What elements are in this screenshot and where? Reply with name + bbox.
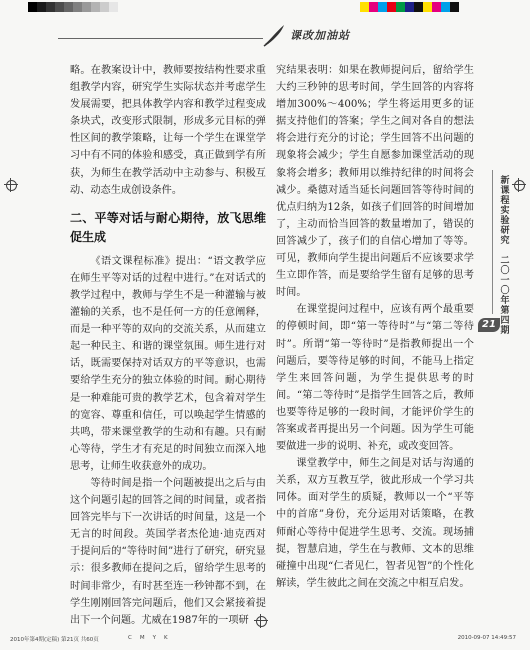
gray-swatch	[82, 2, 91, 12]
paragraph: 等待时间是指一个问题被提出之后与由这个问题引起的回答之间的时间量，或者指回答完毕与下一次讲话的时间量，这是一个无言的时间段。英国学者杰伦迪·迪克西对于提问后的“等待时间”进行了研究，研究显示：很多教师在提问之后，留给学生思考的时间非常少，有时甚至连一秒钟都不到，在学生刚刚回答完问题后，他们又会紧接着提出下一个问题。尤威在1987年的一项研	[70, 477, 266, 626]
right-column	[276, 62, 474, 592]
gray-swatch	[64, 2, 73, 12]
color-swatch	[405, 2, 414, 12]
header-title: 课改加油站	[290, 29, 350, 42]
page-number: 21	[478, 318, 500, 332]
gray-swatch	[100, 2, 109, 12]
side-divider	[492, 170, 493, 314]
gray-swatch	[73, 2, 82, 12]
paragraph: 课堂教学中，师生之间是对话与沟通的关系，双方互教互学，彼此形成一个学习共同体。面对学生的质疑，教师以一个“平等中的首席”身份，充分运用对话策略，在教师耐心等待中促进学生思考、交流。现场捕捉，智慧启迪，学生在与教师、文本的思维碰撞中出现“仁者见仁，智者见智”的个性化解读，学生彼此之间在交流之中相互启发。	[276, 458, 474, 589]
cmyk-k: K	[163, 635, 168, 641]
issue-label: 二〇一〇年第四期	[500, 256, 510, 336]
color-swatch	[432, 2, 441, 12]
gray-swatch	[37, 2, 46, 12]
left-column	[70, 62, 266, 629]
print-footer	[0, 632, 530, 646]
registration-mark-icon	[4, 178, 18, 192]
color-swatch	[450, 2, 459, 12]
paragraph: 究结果表明：如果在教师提问后，留给学生大约三秒钟的思考时间，学生回答的内容将增加300%～400%；学生将运用更多的证据支持他们的答案；学生之间对各自的想法将会进行充分的讨论；学生回答不出问题的现象将会减少；学生自愿参加课堂活动的现象将会增多；教师用以维持纪律的时间将会减少。桑德对适当延长问题回答等待时间的优点归纳为12条，如孩子们回答的时间增加了，主动而恰当回答的数量增加了，错误的回答减少了，孩子们的自信心增加了等等。可见，教师向学生提出问题后不应该要求学生立即作答，而是要给学生留有足够的思考时间。	[276, 65, 474, 299]
footer-file-info: 2010年第4期(定稿) 第21页 共60页	[10, 637, 99, 643]
color-swatch	[423, 2, 432, 12]
paragraph: 略。在教案设计中，教师要按结构性要求重组教学内容，研究学生实际状态并考虑学生发展需要，把具体教学内容和教学过程变成条块式，改变形式限制，形成多元目标的弹性区间的教学策略，让每一个学生在课堂学习中有不同的体验和感受，真正做到学有所获，为师生在教学活动中主动参与、积极互动、动态生成创设条件。	[70, 65, 266, 196]
color-swatch	[387, 2, 396, 12]
registration-mark-icon	[512, 178, 526, 192]
color-swatch	[396, 2, 405, 12]
gray-swatch	[28, 2, 37, 12]
grayscale-swatches	[28, 2, 118, 12]
cmyk-y: Y	[152, 635, 156, 641]
cmyk-m: M	[139, 635, 145, 641]
gray-swatch	[46, 2, 55, 12]
color-swatch	[360, 2, 369, 12]
paragraph: 《语文课程标准》提出：“语文教学应在师生平等对话的过程中进行。”在对话式的教学过程中，教师与学生不是一种灌输与被灌输的关系，也不是任何一方的任意阐释，而是一种平等的双向的交流关系，从而建立起一种民主、和谐的课堂氛围。师生进行对话，既需要保持对话双方的平等意识，也需要给学生充分的独立体验的时间。耐心期待是一种难能可贵的教学艺术，包含着对学生的宽容、尊重和信任，可以唤起学生情感的共鸣，带来课堂教学的生动和有趣。只有耐心等待，学生才有充足的时间独立而深入地思考，让师生收获意外的成功。	[70, 255, 266, 472]
header-rule	[58, 38, 263, 39]
pen-logo-icon	[262, 22, 288, 48]
color-swatch	[441, 2, 450, 12]
gray-swatch	[109, 2, 118, 12]
journal-name: 新课程实验研究	[500, 176, 510, 246]
color-swatch	[378, 2, 387, 12]
gray-swatch	[91, 2, 100, 12]
footer-timestamp: 2010-09-07 14:49:57	[457, 635, 516, 641]
color-swatch	[369, 2, 378, 12]
section-heading: 二、平等对话与耐心期待，放飞思维促生成	[70, 210, 266, 244]
paragraph: 在课堂提问过程中，应该有两个最重要的停顿时间，即“第一等待时”与“第二等待时”。所谓“第一等待时”是指教师提出一个问题后，要等待足够的时间，不能马上指定学生来回答问题，为学生提供思考的时间。“第二等待时”是指学生回答之后，教师也要等待足够的一段时间，才能评价学生的答案或者再提出另一个问题。因为学生可能要做进一步的说明、补充，或改变回答。	[276, 304, 474, 453]
cmyk-c: C	[128, 635, 132, 641]
gray-swatch	[55, 2, 64, 12]
color-swatches	[360, 2, 459, 12]
color-swatch	[414, 2, 423, 12]
cmyk-labels	[128, 635, 176, 641]
print-color-bar	[0, 0, 530, 18]
